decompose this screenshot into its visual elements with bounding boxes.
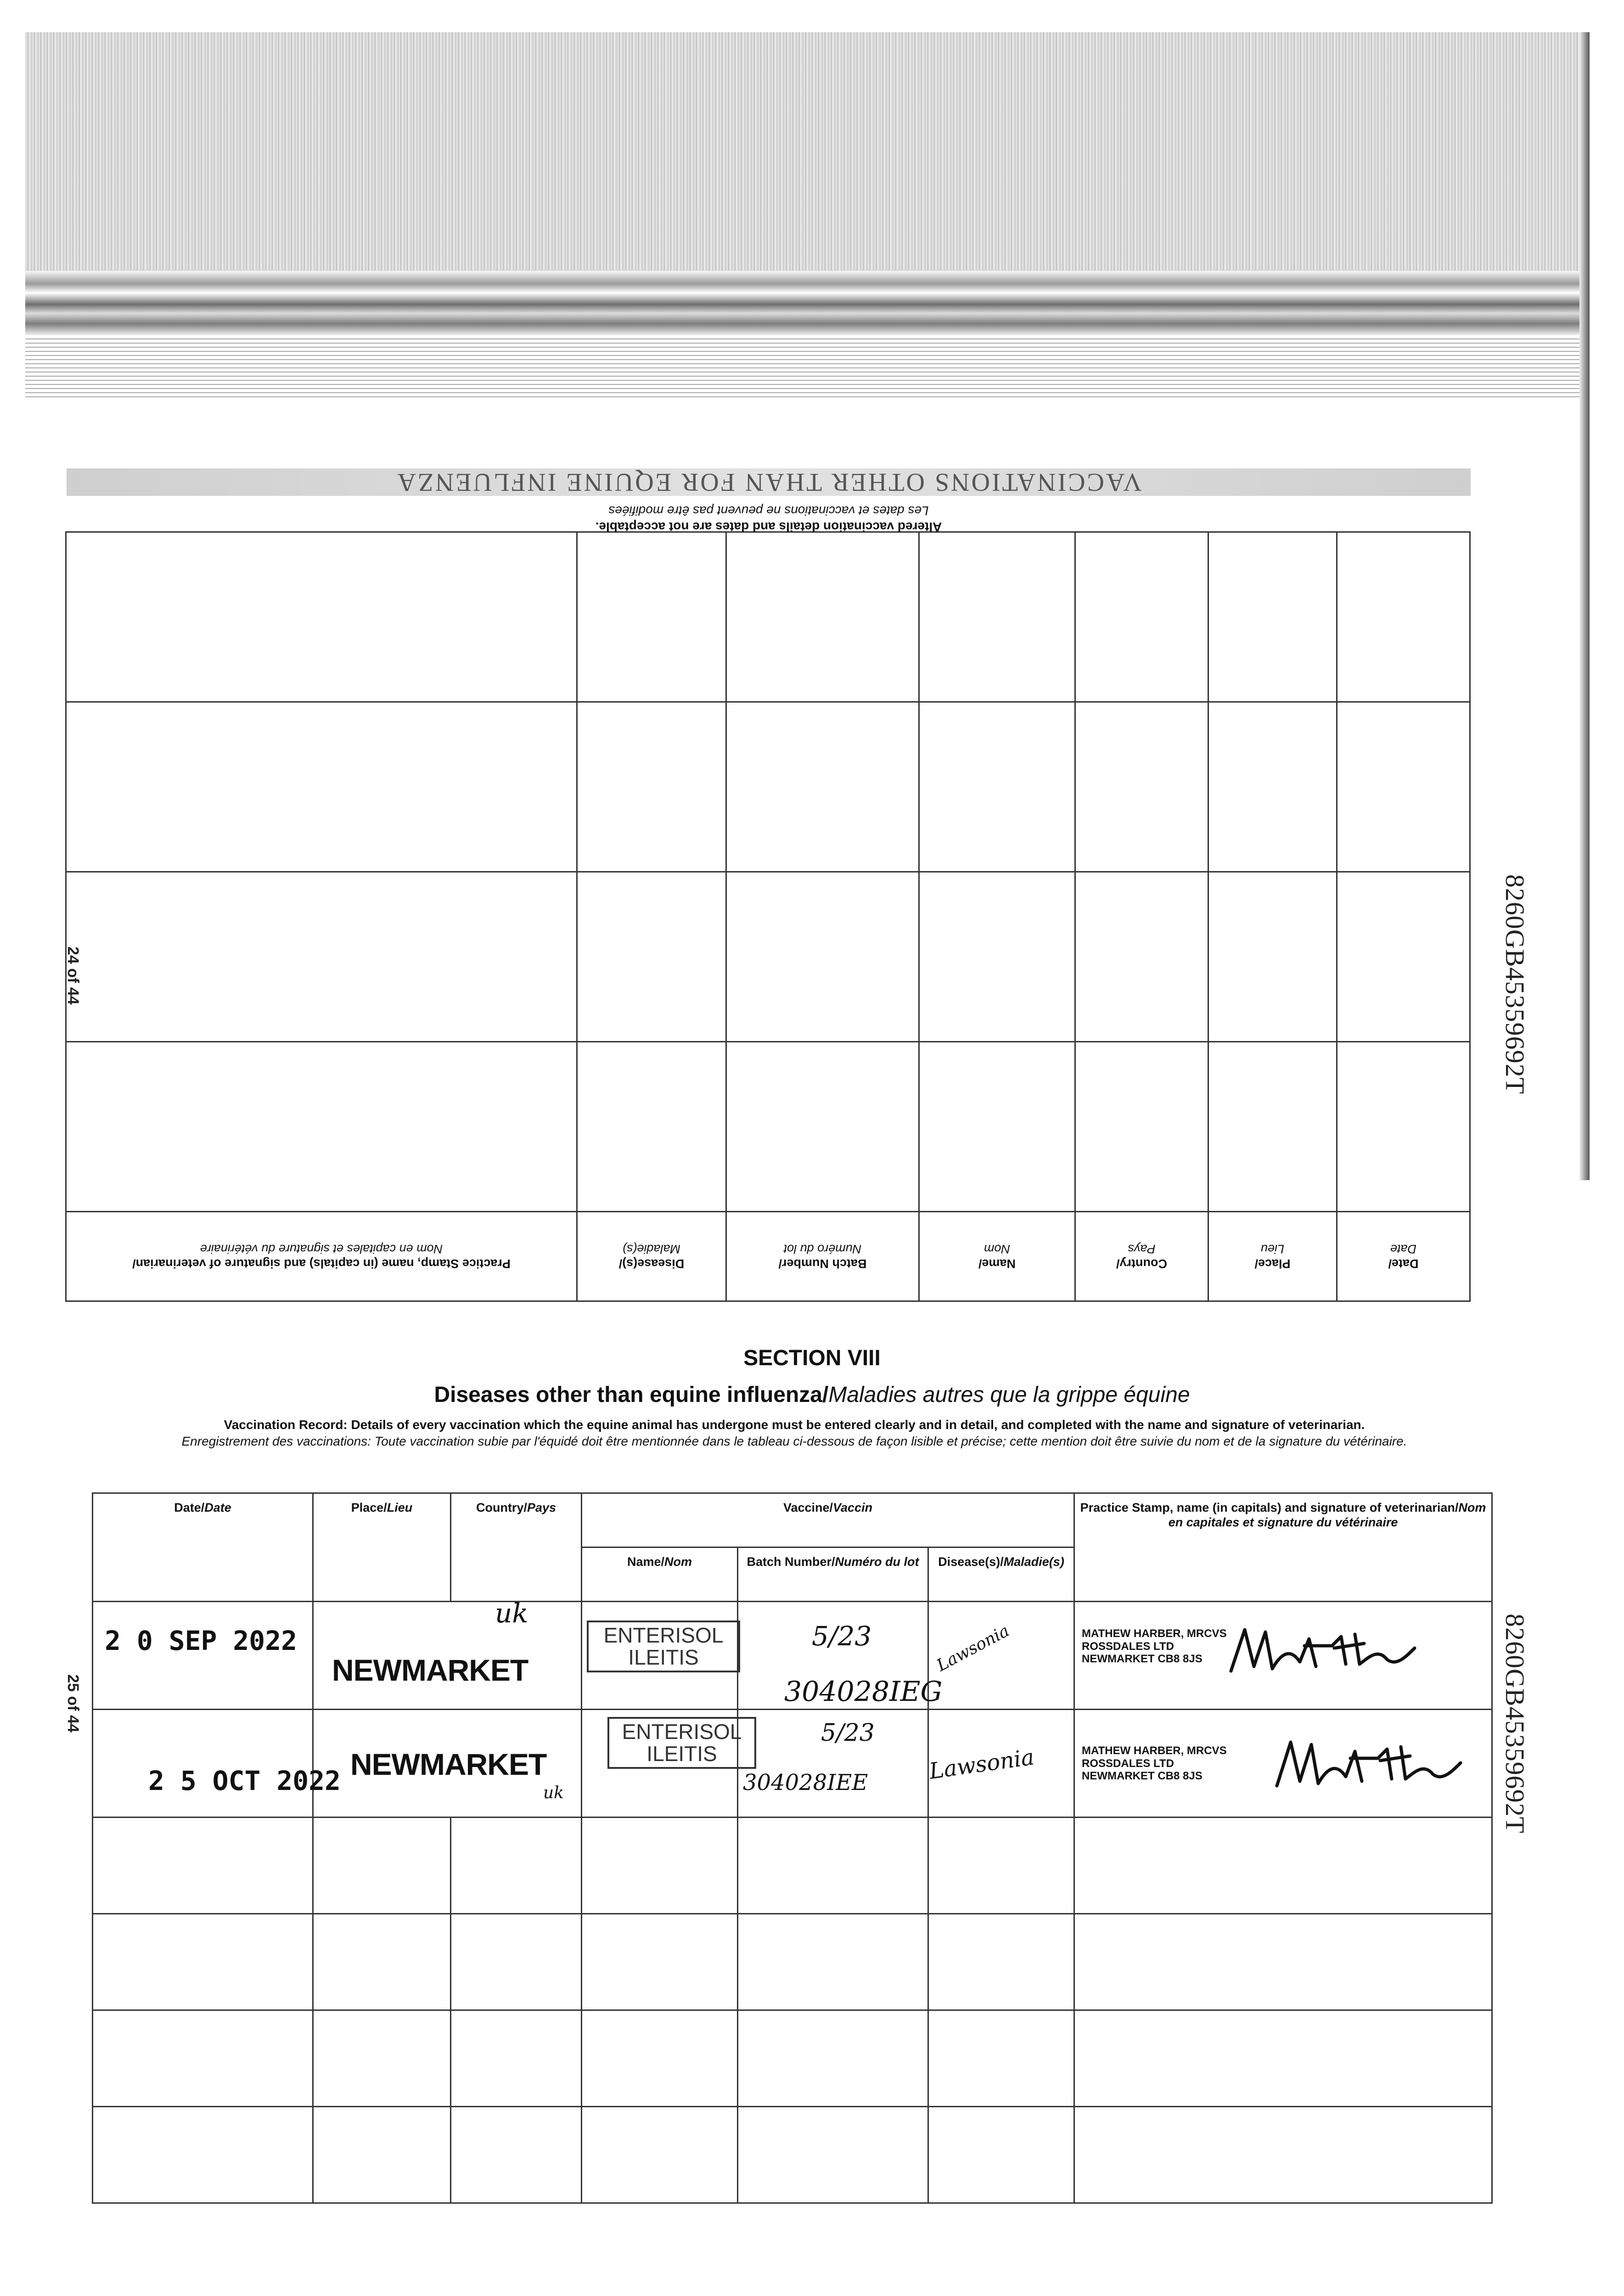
header-practice-stamp: Practice Stamp, name (in capitals) and signature of veterinarian/ Nom en capitales et signature du vétérinaire xyxy=(66,1212,577,1301)
header-date: Date/Date xyxy=(93,1493,313,1602)
running-title: VACCINATIONS OTHER THAN FOR EQUINE INFLUENZA xyxy=(67,468,1471,496)
entry-batch-code: 304028IEE xyxy=(743,1770,868,1795)
entry-place: NEWMARKET xyxy=(332,1653,528,1687)
header-place: Place/Lieu xyxy=(313,1493,451,1602)
header-diseases: Disease(s)/ Maladie(s) xyxy=(577,1212,726,1301)
table-row xyxy=(93,1818,1492,1914)
header-name: Name/Nom xyxy=(582,1548,738,1602)
header-date: Date/ Date xyxy=(1337,1212,1470,1301)
entry-batch: 5/23 xyxy=(812,1621,872,1652)
table-header-row xyxy=(93,1493,1492,1548)
entry-batch-code: 304028IEG xyxy=(784,1676,943,1708)
entry-disease: Lawsonia xyxy=(927,1744,1036,1784)
header-practice-stamp: Practice Stamp, name (in capitals) and signature of veterinarian/Nom en capitales et signature du vétérinaire xyxy=(1074,1493,1492,1602)
page-number-25: 25 of 44 xyxy=(64,1674,82,1733)
entry-place: NEWMARKET xyxy=(350,1747,547,1781)
header-diseases: Disease(s)/Maladie(s) xyxy=(928,1548,1074,1602)
vet-signature xyxy=(1226,1621,1419,1685)
entry-date: 2 5 OCT 2022 xyxy=(148,1765,341,1796)
vaccine-name-stamp: ENTERISOL ILEITIS xyxy=(607,1717,756,1769)
side-reference-top: 8260GB45359692T xyxy=(1500,874,1530,1094)
place-country-cell xyxy=(313,1598,582,1710)
page-24-upside-down xyxy=(67,452,1471,1302)
vaccination-table-page-25 xyxy=(92,1492,1491,2190)
practice-stamp-cell xyxy=(1074,1710,1492,1818)
date-cell xyxy=(93,1602,313,1710)
place-country-cell xyxy=(313,1710,582,1818)
batch-number-cell xyxy=(738,1710,928,1818)
instructions-english: Vaccination Record: Details of every vaccination which the equine animal has undergone must be entered clearly and in detail, and completed with the name and signature of veterinarian. xyxy=(224,1418,1365,1432)
disease-cell xyxy=(928,1710,1074,1818)
vaccine-name-cell xyxy=(582,1602,738,1710)
table-row xyxy=(66,1042,1470,1212)
note-french: Les dates et vaccinations ne peuvent pas être modifiées xyxy=(608,504,929,518)
header-vaccine: Vaccine/Vaccin xyxy=(582,1493,1074,1548)
header-batch-number: Batch Number/ Numéro du lot xyxy=(726,1212,919,1301)
vet-stamp: MATHEW HARBER, MRCVS ROSSDALES LTD NEWMARKET CB8 8JS xyxy=(1082,1627,1227,1666)
altered-details-note xyxy=(67,503,1471,535)
batch-number-cell xyxy=(738,1602,943,1710)
vet-signature xyxy=(1272,1731,1465,1800)
practice-stamp-cell xyxy=(1074,1602,1492,1710)
section-title: Diseases other than equine influenza/Maladies autres que la grippe équine xyxy=(434,1383,1190,1407)
entry-country: uk xyxy=(495,1598,528,1629)
vaccination-table-page-24 xyxy=(65,531,1471,1302)
header-country: Country/ Pays xyxy=(1075,1212,1208,1301)
header-name: Name/ Nom xyxy=(919,1212,1075,1301)
header-country: Country/Pays xyxy=(451,1493,582,1602)
entry-batch: 5/23 xyxy=(821,1719,875,1747)
table-row xyxy=(93,2010,1492,2107)
table-header-row xyxy=(66,1212,1470,1301)
table-row xyxy=(93,1914,1492,2010)
vaccine-name-cell xyxy=(582,1710,742,1818)
table-row xyxy=(66,872,1470,1042)
vaccine-name-stamp: ENTERISOL ILEITIS xyxy=(587,1621,740,1672)
entry-date: 2 0 SEP 2022 xyxy=(105,1625,298,1656)
table-row xyxy=(66,532,1470,702)
header-place: Place/ Lieu xyxy=(1208,1212,1337,1301)
vaccination-entry-row xyxy=(93,1710,1492,1818)
scanned-page-lines xyxy=(25,335,1589,400)
entry-disease: Lawsonia xyxy=(933,1621,1013,1676)
header-batch-number: Batch Number/Numéro du lot xyxy=(738,1548,928,1602)
vaccination-entry-row xyxy=(93,1602,1492,1710)
date-cell xyxy=(93,1710,341,1818)
table-row xyxy=(66,702,1470,872)
page-number-24: 24 of 44 xyxy=(64,946,82,1005)
scanned-page-fold xyxy=(25,271,1589,335)
instructions-french: Enregistrement des vaccinations: Toute vaccination subie par l'équidé doit être mentionnée dans le tableau ci-dessous de façon lisible et précise; cette mention doit être suivie du nom et de la signature du vétérinaire. xyxy=(181,1434,1407,1449)
vaccination-instructions xyxy=(106,1417,1483,1450)
section-number: SECTION VIII xyxy=(743,1346,881,1370)
side-reference-bottom: 8260GB45359692T xyxy=(1500,1614,1530,1834)
note-english: Altered vaccination details and dates are not acceptable. xyxy=(595,520,942,534)
page-fold-shadow xyxy=(1579,32,1590,1180)
disease-cell xyxy=(928,1602,1074,1710)
entry-country: uk xyxy=(543,1784,564,1802)
vet-stamp: MATHEW HARBER, MRCVS ROSSDALES LTD NEWMARKET CB8 8JS xyxy=(1082,1745,1227,1783)
table-row xyxy=(93,2107,1492,2203)
